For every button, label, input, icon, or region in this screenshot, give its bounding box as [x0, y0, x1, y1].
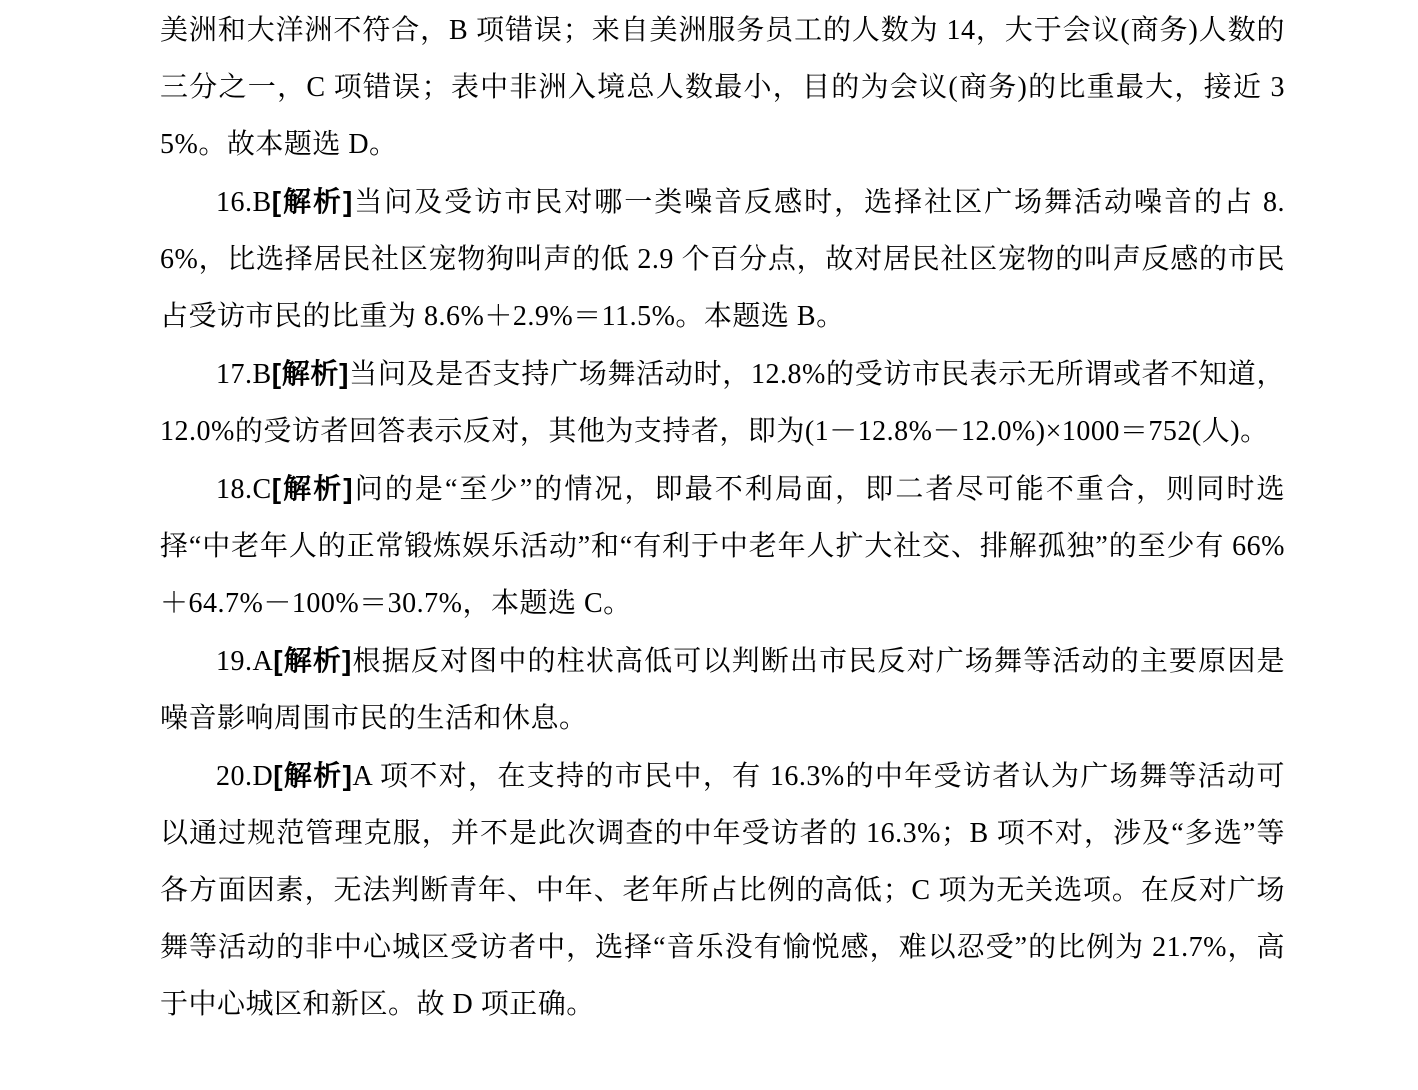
question-number: 18.C [216, 474, 272, 505]
question-number: 17.B [216, 359, 272, 390]
analysis-label: [解析] [271, 186, 353, 217]
question-number: 20.D [216, 761, 274, 792]
paragraph-body: 根据反对图中的柱状高低可以判断出市民反对广场舞等活动的主要原因是噪音影响周围市民的生活和休息。 [160, 646, 1285, 734]
analysis-label: [解析] [273, 760, 353, 791]
paragraph-body: 当问及是否支持广场舞活动时，12.8%的受访市民表示无所谓或者不知道，12.0%的受访者回答表示反对，其他为支持者，即为(1－12.8%－12.0%)×1000＝752(人)。 [160, 359, 1286, 447]
paragraph-20 [160, 747, 1285, 1033]
paragraph-body: 问的是“至少”的情况，即最不利局面，即二者尽可能不重合，则同时选择“中老年人的正常锻炼娱乐活动”和“有利于中老年人扩大社交、排解孤独”的至少有 66%＋64.7%－100%＝30.7%，本题选 C。 [160, 474, 1285, 619]
paragraph-body: 当问及受访市民对哪一类噪音反感时，选择社区广场舞活动噪音的占 8.6%，比选择居民社区宠物狗叫声的低 2.9 个百分点，故对居民社区宠物的叫声反感的市民占受访市民的比重为 8.6%＋2.9%＝11.5%。本题选 B。 [160, 187, 1285, 332]
paragraph-18 [160, 460, 1285, 632]
question-number: 16.B [216, 187, 272, 218]
question-number: 19.A [216, 646, 274, 677]
analysis-label: [解析] [271, 358, 349, 389]
paragraph-19 [160, 632, 1285, 747]
paragraph-continuation [160, 2, 1285, 173]
analysis-label: [解析] [273, 645, 352, 676]
paragraph-16 [160, 173, 1285, 345]
paragraph-body: 美洲和大洋洲不符合，B 项错误；来自美洲服务员工的人数为 14，大于会议(商务)人数的三分之一，C 项错误；表中非洲入境总人数最小，目的为会议(商务)的比重最大，接近 35%。故本题选 D。 [160, 15, 1285, 160]
paragraph-17 [160, 345, 1285, 460]
paragraph-body: A 项不对，在支持的市民中，有 16.3%的中年受访者认为广场舞等活动可以通过规范管理克服，并不是此次调查的中年受访者的 16.3%；B 项不对，涉及“多选”等各方面因素，无法判断青年、中年、老年所占比例的高低；C 项为无关选项。在反对广场舞等活动的非中心城区受访者中，选择“音乐没有愉悦感，难以忍受”的比例为 21.7%，高于中心城区和新区。故 D 项正确。 [160, 761, 1285, 1020]
analysis-label: [解析] [271, 473, 354, 504]
